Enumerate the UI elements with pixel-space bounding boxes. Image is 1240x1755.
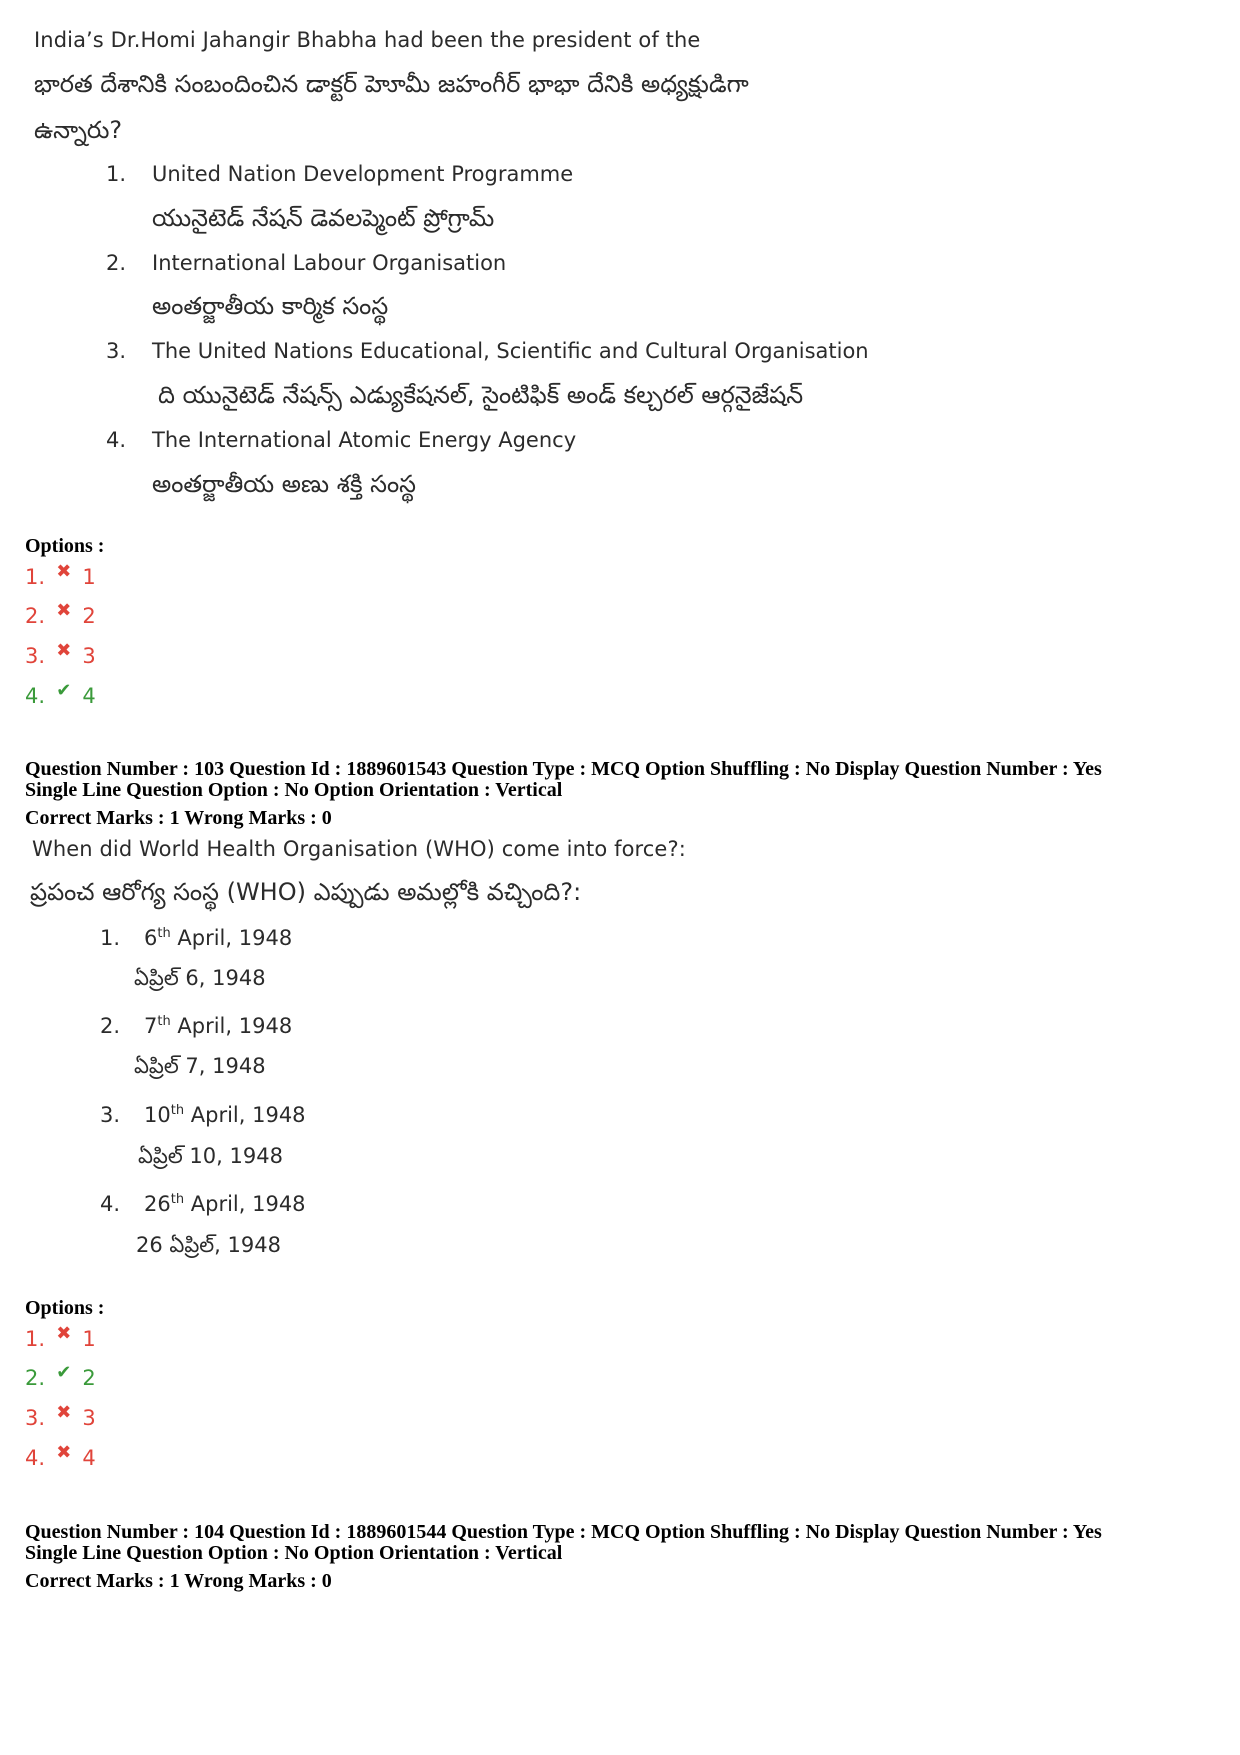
option-number: 4. [25,1446,46,1470]
choice-text-en: The International Atomic Energy Agency [152,428,577,452]
option-number: 2. [25,604,46,628]
choice-text-te: ఏప్రిల్ 7, 1948 [134,1054,266,1078]
choice-text-en: The United Nations Educational, Scientific and Cultural Organisation [152,339,869,363]
question-stem-te-continued: ఉన్నారు? [34,116,123,144]
option-value: 3 [82,1406,96,1430]
choice-text-en: International Labour Organisation [152,251,507,275]
choice-number: 2. [100,1014,121,1038]
option-row[interactable] [25,1442,96,1476]
option-value: 1 [82,565,96,589]
question-meta-line2: Single Line Question Option : No Option Orientation : Vertical [25,1542,563,1564]
option-number: 1. [25,565,46,589]
option-row[interactable] [25,600,96,634]
choice-text-en: United Nation Development Programme [152,162,574,186]
option-row[interactable] [25,1362,96,1396]
options-label: Options : [25,535,105,557]
choice-number: 1. [106,162,127,186]
question-stem-te: ప్రపంచ ఆరోగ్య సంస్థ (WHO) ఎప్పుడు అమల్లోకి వచ్చింది?: [30,878,582,906]
choice-text-te: అంతర్జాతీయ కార్మిక సంస్థ [152,292,389,320]
cross-icon: ✖ [56,1442,72,1463]
choice-number: 4. [100,1192,121,1216]
option-number: 2. [25,1366,46,1390]
choice-number: 3. [100,1103,121,1127]
option-value: 2 [82,1366,96,1390]
options-label: Options : [25,1297,105,1319]
choice-text-te: అంతర్జాతీయ అణు శక్తి సంస్థ [152,470,416,498]
choice-number: 1. [100,926,121,950]
option-row[interactable] [25,1323,96,1357]
choice-number: 4. [106,428,127,452]
option-value: 3 [82,644,96,668]
cross-icon: ✖ [56,600,72,621]
question-meta-line1: Question Number : 103 Question Id : 1889601543 Question Type : MCQ Option Shuffling : No Display Question Number : Yes [25,758,1102,780]
option-value: 4 [82,684,96,708]
question-meta-line2: Single Line Question Option : No Option Orientation : Vertical [25,779,563,801]
cross-icon: ✖ [56,561,72,582]
cross-icon: ✖ [56,1402,72,1423]
question-stem-en: India’s Dr.Homi Jahangir Bhabha had been the president of the [34,28,701,52]
option-number: 4. [25,684,46,708]
option-value: 4 [82,1446,96,1470]
choice-text-en: 10th April, 1948 [144,1103,306,1127]
option-row[interactable] [25,640,96,674]
option-number: 3. [25,1406,46,1430]
cross-icon: ✖ [56,640,72,661]
choice-number: 3. [106,339,127,363]
choice-text-te: ఏప్రిల్ 10, 1948 [138,1144,283,1168]
option-value: 2 [82,604,96,628]
cross-icon: ✖ [56,1323,72,1344]
option-row[interactable] [25,561,96,595]
question-stem-te: భారత దేశానికి సంబందించిన డాక్టర్ హెూమీ జహంగీర్ భాభా దేనికి అధ్యక్షుడిగా [34,70,749,98]
check-icon: ✔ [56,680,72,701]
question-stem-en: When did World Health Organisation (WHO) come into force?: [32,837,686,861]
option-row[interactable] [25,1402,96,1436]
question-meta-line1: Question Number : 104 Question Id : 1889601544 Question Type : MCQ Option Shuffling : No Display Question Number : Yes [25,1521,1102,1543]
choice-text-te: ఏప్రిల్ 6, 1948 [134,966,266,990]
question-marks: Correct Marks : 1 Wrong Marks : 0 [25,1570,332,1592]
choice-text-en: 6th April, 1948 [144,926,293,950]
choice-text-en: 26th April, 1948 [144,1192,306,1216]
choice-number: 2. [106,251,127,275]
choice-text-te: ది యునైటెడ్ నేషన్స్ ఎడ్యుకేషనల్, సైంటిఫిక్ అండ్ కల్చరల్ ఆర్గనైజేషన్ [158,381,804,409]
question-marks: Correct Marks : 1 Wrong Marks : 0 [25,807,332,829]
choice-text-te: 26 ఏప్రిల్, 1948 [136,1233,281,1257]
question-102-image [0,0,1240,520]
option-number: 1. [25,1327,46,1351]
option-row[interactable] [25,680,96,714]
question-103-image [0,830,1240,1290]
choice-text-en: 7th April, 1948 [144,1014,293,1038]
check-icon: ✔ [56,1362,72,1383]
option-number: 3. [25,644,46,668]
option-value: 1 [82,1327,96,1351]
choice-text-te: యునైటెడ్ నేషన్ డెవలప్మెంట్ ప్రోగ్రామ్ [152,204,495,232]
